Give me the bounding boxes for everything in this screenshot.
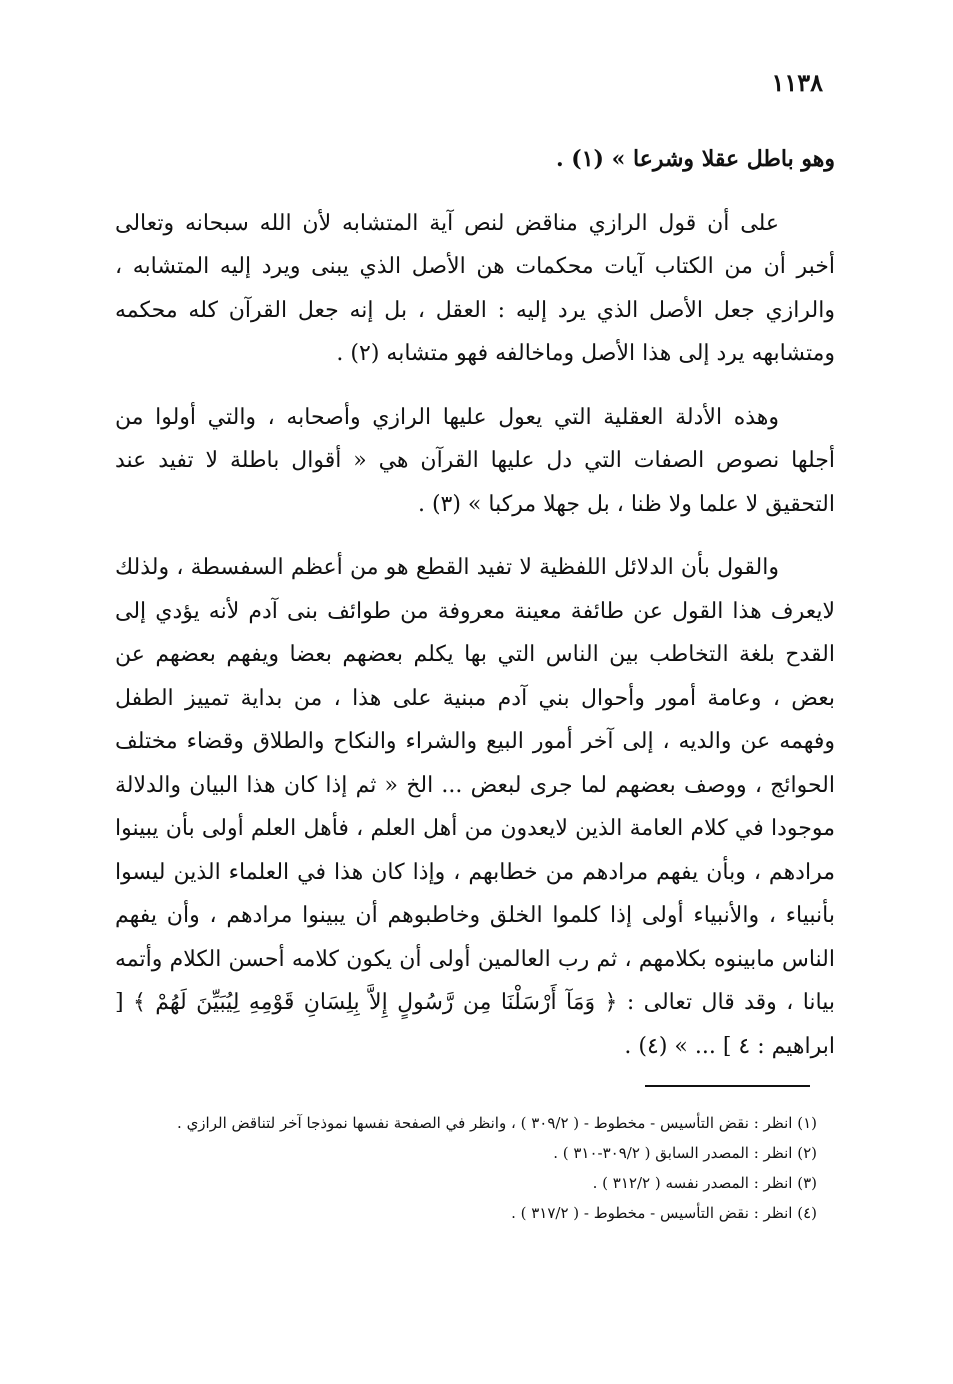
- footnote-4: (٤) انظر : نقض التأسيس - مخطوط - ( ٣١٧/٢ ) .: [511, 1204, 817, 1222]
- paragraph-2: وهذه الأدلة العقلية التي يعول عليها الرازي وأصحابه ، والتي أولوا من أجلها نصوص الصفات التي دل عليها القرآن هي « أقوال باطلة لا تفيد عند التحقيق لا علما ولا ظنا ، بل جهلا مركبا » (٣) .: [115, 404, 835, 517]
- lead-line: وهو باطل عقلا وشرعا » (١) .: [555, 146, 835, 172]
- footnote-3: (٣) انظر : المصدر نفسه ( ٣١٢/٢ ) .: [592, 1174, 817, 1192]
- footnote-divider: [645, 1085, 810, 1087]
- page-number: ١١٣٨: [771, 68, 823, 97]
- paragraph-1: على أن قول الرازي مناقض لنص آية المتشابه لأن الله سبحانه وتعالى أخبر أن من الكتاب آيات محكمات هن الأصل الذي يبنى ويرد إليه المتشابه ، والرازي جعل الأصل الذي يرد إليه : العقل ، بل إنه جعل القرآن كله محكمه ومتشابهه يرد إلى هذا الأصل وماخالفه فهو متشابه (٢) .: [115, 210, 835, 366]
- footnotes: [135, 1108, 835, 1228]
- main-text: [115, 138, 835, 1068]
- footnote-1: (١) انظر : نقض التأسيس - مخطوط - ( ٣٠٩/٢ ) ، وانظر في الصفحة نفسها نموذجا آخر لتناقض الرازي .: [177, 1114, 817, 1132]
- paragraph-3: والقول بأن الدلائل اللفظية لا تفيد القطع هو من أعظم السفسطة ، ولذلك لايعرف هذا القول عن طائفة معينة معروفة من طوائف بنى آدم لأنه يؤدي إلى القدح بلغة التخاطب بين الناس التي بها يكلم بعضهم بعضا ويفهم بعضهم عن بعض ، وعامة أمور وأحوال بني آدم مبنية على هذا ، من بداية تمييز الطفل وفهمه عن والديه ، إلى آخر أمور البيع والشراء والنكاح والطلاق وقضاء مختلف الحوائج ، ووصف بعضهم لما جرى لبعض ... الخ « ثم إذا كان هذا البيان والدلالة موجودا في كلام العامة الذين لايعدون من أهل العلم ، فأهل العلم أولى بأن يبينوا مرادهم ، وبأن يفهم مرادهم من خطابهم ، وإذا كان هذا في العلماء الذين ليسوا بأنبياء ، والأنبياء أولى إذا كلموا الخلق وخاطبوهم أن يبينوا مرادهم ، وأن يفهم الناس مابينوه بكلامهم ، ثم رب العالمين أولى أن يكون كلامه أحسن الكلام وأتمه بيانا ، وقد قال تعالى : ﴿ وَمَآ أَرْسَلْنَا مِن رَّسُولٍ إِلاَّ بِلِسَانِ قَوْمِهِ لِيُبَيِّنَ لَهُمْ ﴾ [ ابراهيم : ٤ ] ... » (٤) .: [115, 555, 835, 1059]
- footnote-2: (٢) انظر : المصدر السابق ( ٣٠٩/٢-٣١٠ ) .: [553, 1144, 817, 1162]
